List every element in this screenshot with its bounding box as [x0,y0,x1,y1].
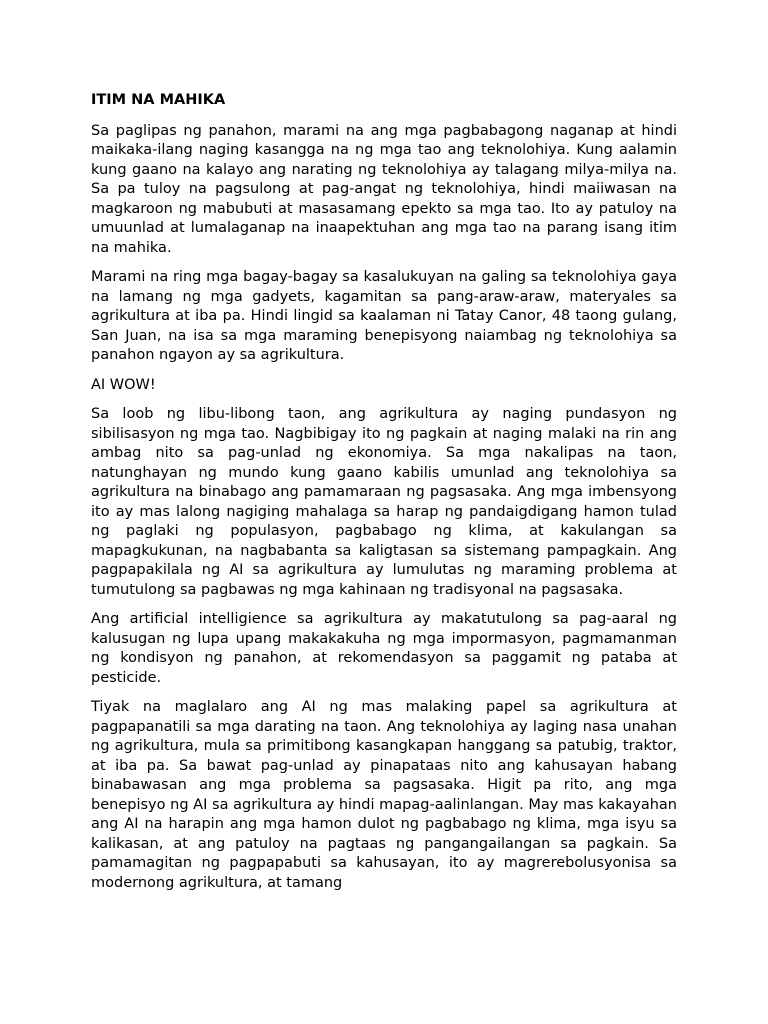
paragraph-technology-items: Marami na ring mga bagay-bagay sa kasalukuyan na galing sa teknolohiya gaya na lamang ng mga gadyets, kagamitan sa pang-araw-araw, materyales sa agrikultura at iba pa. Hindi lingid sa kaalaman ni Tatay Canor, 48 taong gulang, San Juan, na isa sa mga maraming benepisyong naiambag ng teknolohiya sa panahon ngayon ay sa agrikultura. [91,269,677,363]
document-title: ITIM NA MAHIKA [91,92,226,108]
section-heading-ai-wow: AI WOW! [91,376,156,393]
paragraph-ai-future: Tiyak na maglalaro ang AI ng mas malaking papel sa agrikultura at pagpapanatili sa mga darating na taon. Ang teknolohiya ay laging nasa unahan ng agrikultura, mula sa primitibong kasangkapan hanggang sa patubig, traktor, at iba pa. Sa bawat pag-unlad ay pinapataas nito ang kahusayan habang binabawasan ang mga problema sa pagsasaka. Higit pa rito, ang mga benepisyo ng AI sa agrikultura ay hindi mapag-aalinlangan. May mas kakayahan ang AI na harapin ang mga hamon dulot ng pagbabago ng klima, mga isyu sa kalikasan, at ang patuloy na pagtaas ng pangangailangan sa pagkain. Sa pamamagitan ng pagpapabuti sa kahusayan, ito ay magrerebolusyonisa sa modernong agrikultura, at tamang [91,699,677,891]
paragraph-intro: Sa paglipas ng panahon, marami na ang mga pagbabagong naganap at hindi maikaka-ilang naging kasangga na ng mga tao ang teknolohiya. Kung aalamin kung gaano na kalayo ang narating ng teknolohiya ay talagang milya-milya na. Sa pa tuloy na pagsulong at pag-angat ng teknolohiya, hindi maiiwasan na magkaroon ng mabubuti at masasamang epekto sa mga tao. Ito ay patuloy na umuunlad at lumalaganap na inaapektuhan ang mga tao na parang isang itim na mahika. [91,122,677,256]
paragraph-ai-benefits: Ang artificial intelligience sa agrikultura ay makatutulong sa pag-aaral ng kalusugan ng lupa upang makakakuha ng mga impormasyon, pagmamanman ng kondisyon ng panahon, at rekomendasyon sa paggamit ng pataba at pesticide. [91,611,677,686]
document-page [91,91,677,903]
paragraph-agriculture-history: Sa loob ng libu-libong taon, ang agrikultura ay naging pundasyon ng sibilisasyon ng mga tao. Nagbibigay ito ng pagkain at naging malaki na rin ang ambag nito sa pag-unlad ng ekonomiya. Sa mga nakalipas na taon, natunghayan ng mundo kung gaano kabilis umunlad ang teknolohiya sa agrikultura na binabago ang pamamaraan ng pagsasaka. Ang mga imbensyong ito ay mas lalong nagiging mahalaga sa harap ng pandaigdigang hamon tulad ng paglaki ng populasyon, pagbabago ng klima, at kakulangan sa mapagkukunan, na nagbabanta sa kaligtasan sa sistemang pampagkain. Ang pagpapakilala ng AI sa agrikultura ay lumulutas ng maraming problema at tumutulong sa pagbawas ng mga kahinaan ng tradisyonal na pagsasaka. [91,406,677,598]
